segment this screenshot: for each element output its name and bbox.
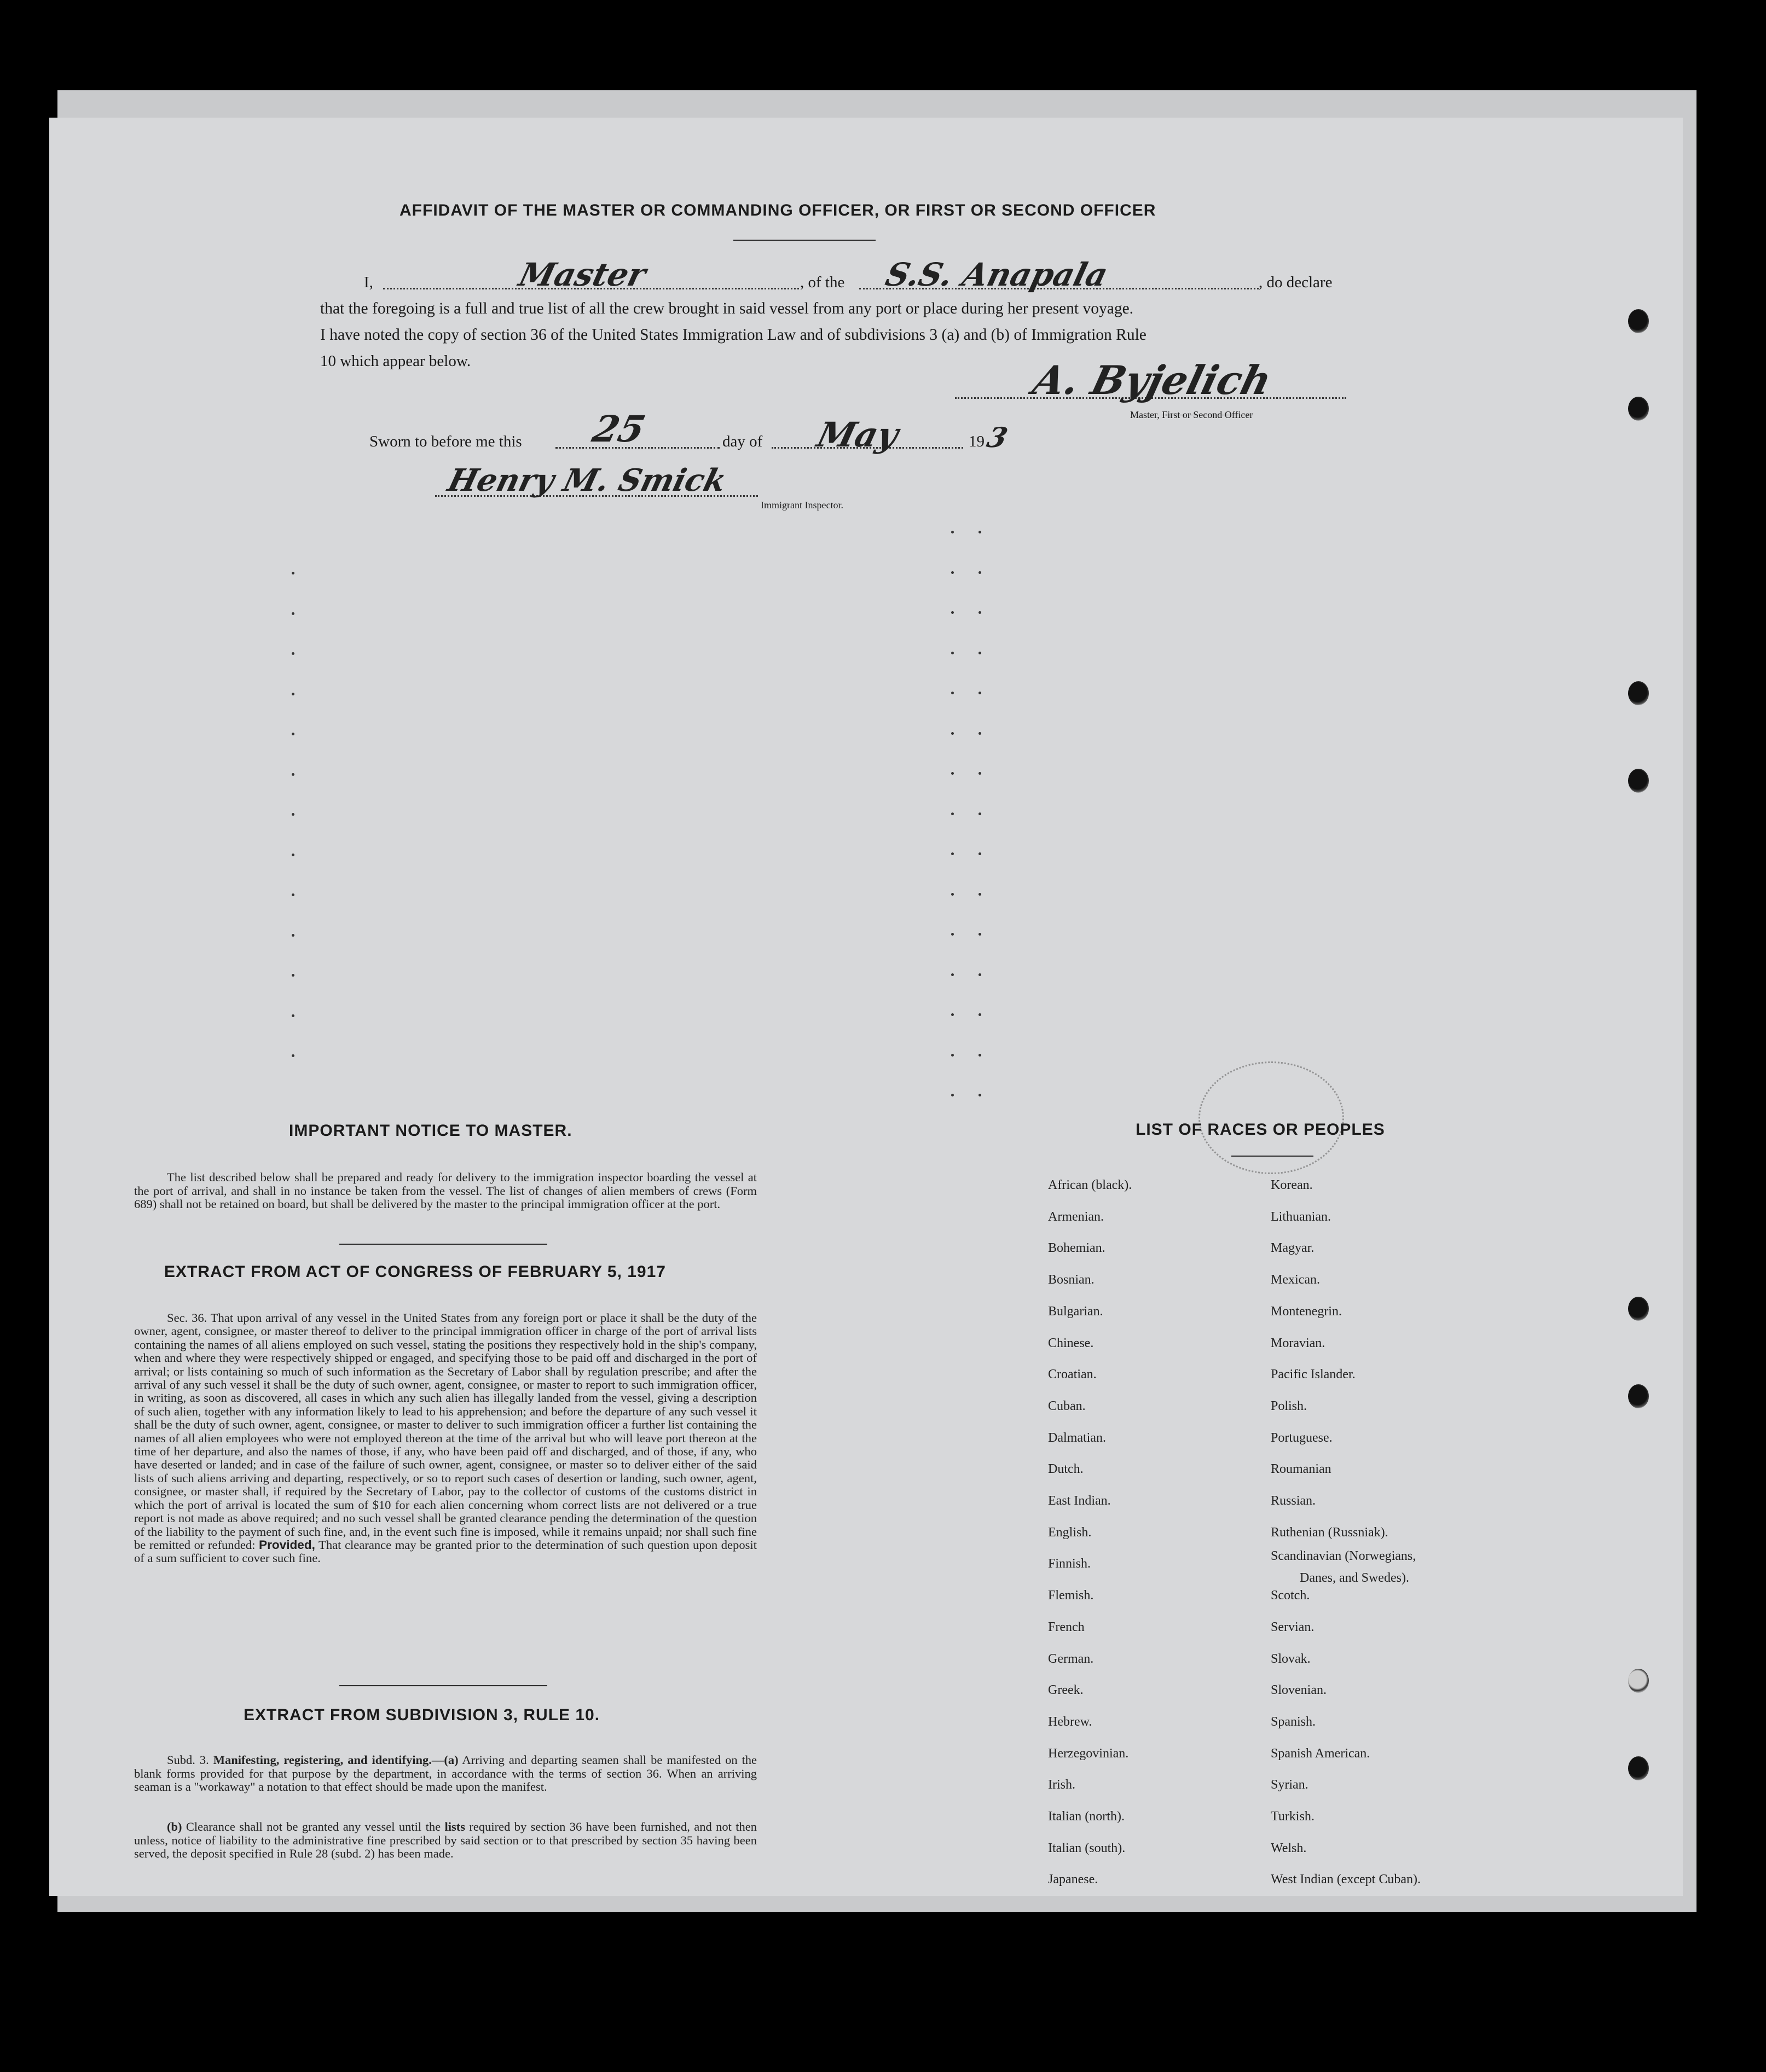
column-dot <box>978 692 981 694</box>
right-race-item: Spanish American. <box>1271 1746 1370 1761</box>
column-dot <box>978 893 981 896</box>
master-signature: A. Byjelich <box>1028 357 1277 403</box>
left-race-item: English. <box>1048 1525 1092 1540</box>
left-race-item: East Indian. <box>1048 1494 1111 1508</box>
right-race-item: Russian. <box>1271 1494 1316 1508</box>
right-race-item: Syrian. <box>1271 1778 1308 1792</box>
column-dot <box>978 973 981 976</box>
right-race-item: Welsh. <box>1271 1841 1307 1855</box>
left-race-item: African (black). <box>1048 1178 1132 1192</box>
sworn-prefix: Sworn to before me this <box>369 433 522 450</box>
left-race-item: Cuban. <box>1048 1399 1086 1413</box>
right-race-item: Slovenian. <box>1271 1683 1327 1697</box>
column-dot <box>978 531 981 533</box>
faint-stamp <box>1198 1061 1344 1174</box>
notice-title: IMPORTANT NOTICE TO MASTER. <box>289 1122 572 1140</box>
right-race-item: Magyar. <box>1271 1241 1315 1255</box>
column-dot <box>951 531 954 533</box>
right-race-item: Servian. <box>1271 1620 1315 1634</box>
column-dot <box>292 652 294 655</box>
column-dot <box>292 733 294 735</box>
right-race-item: Mexican. <box>1271 1273 1320 1287</box>
column-dot <box>292 1014 294 1017</box>
right-race-item: Roumanian <box>1271 1462 1331 1476</box>
sworn-month: May <box>813 415 902 455</box>
right-race-item: Spanish. <box>1271 1715 1316 1729</box>
left-race-item: French <box>1048 1620 1085 1634</box>
act-rule <box>339 1685 547 1686</box>
punch-hole <box>1628 397 1649 421</box>
punch-hole <box>1628 1669 1649 1693</box>
left-race-item: Herzegovinian. <box>1048 1746 1129 1761</box>
left-race-item: Croatian. <box>1048 1367 1097 1382</box>
column-dot <box>292 612 294 615</box>
affidavit-line2: that the foregoing is a full and true list of all the crew brought in said vessel from any port or place during her present voyage. <box>320 300 1134 317</box>
sworn-year: 3 <box>983 421 1011 454</box>
right-race-item: Montenegrin. <box>1271 1304 1342 1319</box>
column-dot <box>951 772 954 775</box>
column-dot <box>951 652 954 654</box>
left-race-item: Hebrew. <box>1048 1715 1092 1729</box>
affidavit-declare: , do declare <box>1259 274 1333 291</box>
right-race-item: Ruthenian (Russniak). <box>1271 1525 1388 1540</box>
right-race-item: Polish. <box>1271 1399 1307 1413</box>
affidavit-line3: I have noted the copy of section 36 of the United States Immigration Law and of subdivisions 3 (a) and (b) of Immigration Rule <box>320 326 1147 344</box>
column-dot <box>292 854 294 856</box>
sworn-year-prefix: 19 <box>969 433 985 450</box>
handwritten-vessel: S.S. Anapala <box>882 256 1112 293</box>
column-dot <box>951 571 954 574</box>
column-dot <box>978 852 981 855</box>
inspector-signature: Henry M. Smick <box>444 462 730 498</box>
column-dot <box>978 611 981 614</box>
right-race-item: Moravian. <box>1271 1336 1325 1350</box>
rule10-title: EXTRACT FROM SUBDIVISION 3, RULE 10. <box>244 1706 600 1724</box>
column-dot <box>978 732 981 735</box>
right-race-item: Lithuanian. <box>1271 1210 1331 1224</box>
punch-hole <box>1628 769 1649 793</box>
column-dot <box>978 772 981 775</box>
notice-body: The list described below shall be prepared and ready for delivery to the immigration inspector boarding the vessel at the port of arrival, and shall in no instance be taken from the vessel. The list of changes of alien members of crews (Form 689) shall not be retained on board, but shall be delivered by the master to the principal immigration officer at the port. <box>134 1170 757 1211</box>
column-dot <box>292 1054 294 1057</box>
right-race-item: Scotch. <box>1271 1588 1310 1603</box>
left-race-item: Japanese. <box>1048 1872 1098 1887</box>
punch-hole <box>1628 1297 1649 1321</box>
punch-hole <box>1628 1756 1649 1780</box>
sworn-day-label: day of <box>722 433 763 450</box>
column-dot <box>951 1094 954 1096</box>
column-dot <box>951 1013 954 1016</box>
right-race-item: Korean. <box>1271 1178 1313 1192</box>
column-dot <box>978 571 981 574</box>
left-race-item: Bosnian. <box>1048 1273 1095 1287</box>
right-race-item-continuation: Danes, and Swedes). <box>1300 1571 1409 1585</box>
left-race-item: Dutch. <box>1048 1462 1084 1476</box>
column-dot <box>951 852 954 855</box>
column-dot <box>951 611 954 614</box>
left-race-item: German. <box>1048 1652 1094 1666</box>
affidavit-of-the: , of the <box>800 274 845 291</box>
act-body: Sec. 36. That upon arrival of any vessel in the United States from any foreign port or place it shall be the duty of the owner, agent, consignee, or master thereof to deliver to the principal immigration officer in charge of the port of arrival lists containing the names of all aliens employed on such vessel, stating the positions they respectively hold in the ship's company, when and where they were respectively shipped or engaged, and specifying those to be paid off and discharged in the port of arrival; or lists containing so much of such information as the Secretary of Labor shall by regulation prescribe; and after the arrival of any such vessel it shall be the duty of such owner, agent, consignee, or master to report to such immigration officer, in writing, as soon as discovered, all cases in which any such alien has illegally landed from the vessel, giving a description of such alien, together with any information likely to lead to his apprehension; and before the departure of any such vessel it shall be the duty of such owner, agent, consignee, or master to deliver to such immigration officer a further list containing the names of all alien employees who were not employed thereon at the time of the arrival but who will leave port thereon at the time of her departure, and also the names of those, if any, who have been paid off and discharged, and of those, if any, who have deserted or landed; and in case of the failure of such owner, agent, consignee, or master so to deliver either of the said lists of such aliens arriving and departing, respectively, or so to report such cases of desertion or landing, such owner, agent, consignee, or master shall, if required by the Secretary of Labor, pay to the collector of customs of the customs district in which the port of arrival is located the sum of $10 for each alien concerning whom correct lists are not delivered or a true report is not made as above required; and no such vessel shall be granted clearance pending the determination of the question of the liability to the payment of such fine, and, in the event such fine is imposed, while it remains unpaid; nor shall such fine be remitted or refunded: Provided, That clearance may be granted prior to the determination of such question upon deposit of a sum sufficient to cover such fine. <box>134 1311 757 1565</box>
column-dot <box>978 933 981 936</box>
act-title: EXTRACT FROM ACT OF CONGRESS OF FEBRUARY 5, 1917 <box>164 1263 666 1281</box>
column-dot <box>292 693 294 695</box>
column-dot <box>951 933 954 936</box>
left-race-item: Greek. <box>1048 1683 1084 1697</box>
column-dot <box>978 1094 981 1096</box>
left-race-item: Irish. <box>1048 1778 1075 1792</box>
handwritten-rank: Master <box>515 256 650 293</box>
column-dot <box>951 973 954 976</box>
right-race-item: Slovak. <box>1271 1652 1311 1666</box>
left-race-item: Italian (south). <box>1048 1841 1126 1855</box>
races-title: LIST OF RACES OR PEOPLES <box>1136 1121 1385 1139</box>
column-dot <box>292 893 294 896</box>
left-race-item: Italian (north). <box>1048 1809 1125 1824</box>
column-dot <box>951 692 954 694</box>
affidavit-title: AFFIDAVIT OF THE MASTER OR COMMANDING OFFICER, OR FIRST OR SECOND OFFICER <box>399 201 1156 219</box>
inspector-caption: Immigrant Inspector. <box>761 500 843 510</box>
right-race-item: West Indian (except Cuban). <box>1271 1872 1421 1887</box>
punch-hole <box>1628 309 1649 333</box>
punch-hole <box>1628 1384 1649 1408</box>
punch-hole <box>1628 681 1649 705</box>
column-dot <box>978 812 981 815</box>
races-rule <box>1231 1156 1313 1157</box>
right-race-item: Scandinavian (Norwegians, <box>1271 1549 1416 1563</box>
column-dot <box>978 652 981 654</box>
sworn-day: 25 <box>588 408 650 450</box>
column-dot <box>292 773 294 776</box>
rule10-subd-a: Subd. 3. Manifesting, registering, and identifying.—(a) Arriving and departing seamen shall be manifested on the blank forms provided for that purpose by the department, in accordance with the terms of section 36. When an arriving seaman is a "workaway" a notation to that effect should be made upon the manifest. <box>134 1753 757 1794</box>
left-race-item: Bohemian. <box>1048 1241 1105 1255</box>
left-race-item: Bulgarian. <box>1048 1304 1103 1319</box>
right-race-item: Pacific Islander. <box>1271 1367 1356 1382</box>
column-dot <box>292 934 294 937</box>
column-dot <box>951 893 954 896</box>
column-dot <box>292 572 294 574</box>
left-race-item: Flemish. <box>1048 1588 1094 1603</box>
left-race-item: Finnish. <box>1048 1557 1091 1571</box>
affidavit-i: I, <box>364 274 373 291</box>
right-race-item: Turkish. <box>1271 1809 1315 1824</box>
column-dot <box>951 732 954 735</box>
notice-rule <box>339 1244 547 1245</box>
rule10-subd-b: (b) Clearance shall not be granted any vessel until the lists required by section 36 have been furnished, and not then unless, notice of liability to the administrative fine prescribed by said section or to that prescribed by section 35 having been served, the deposit specified in Rule 28 (subd. 2) has been made. <box>134 1820 757 1860</box>
document-sheet <box>49 118 1683 1896</box>
left-race-item: Armenian. <box>1048 1210 1104 1224</box>
column-dot <box>978 1013 981 1016</box>
right-race-item: Portuguese. <box>1271 1431 1333 1445</box>
column-dot <box>292 813 294 816</box>
title-rule <box>733 240 876 241</box>
signature-caption: Master, First or Second Officer <box>1130 409 1253 420</box>
column-dot <box>951 812 954 815</box>
column-dot <box>951 1054 954 1057</box>
left-race-item: Dalmatian. <box>1048 1431 1106 1445</box>
column-dot <box>978 1054 981 1057</box>
affidavit-line4: 10 which appear below. <box>320 352 471 370</box>
column-dot <box>292 974 294 977</box>
left-race-item: Chinese. <box>1048 1336 1094 1350</box>
